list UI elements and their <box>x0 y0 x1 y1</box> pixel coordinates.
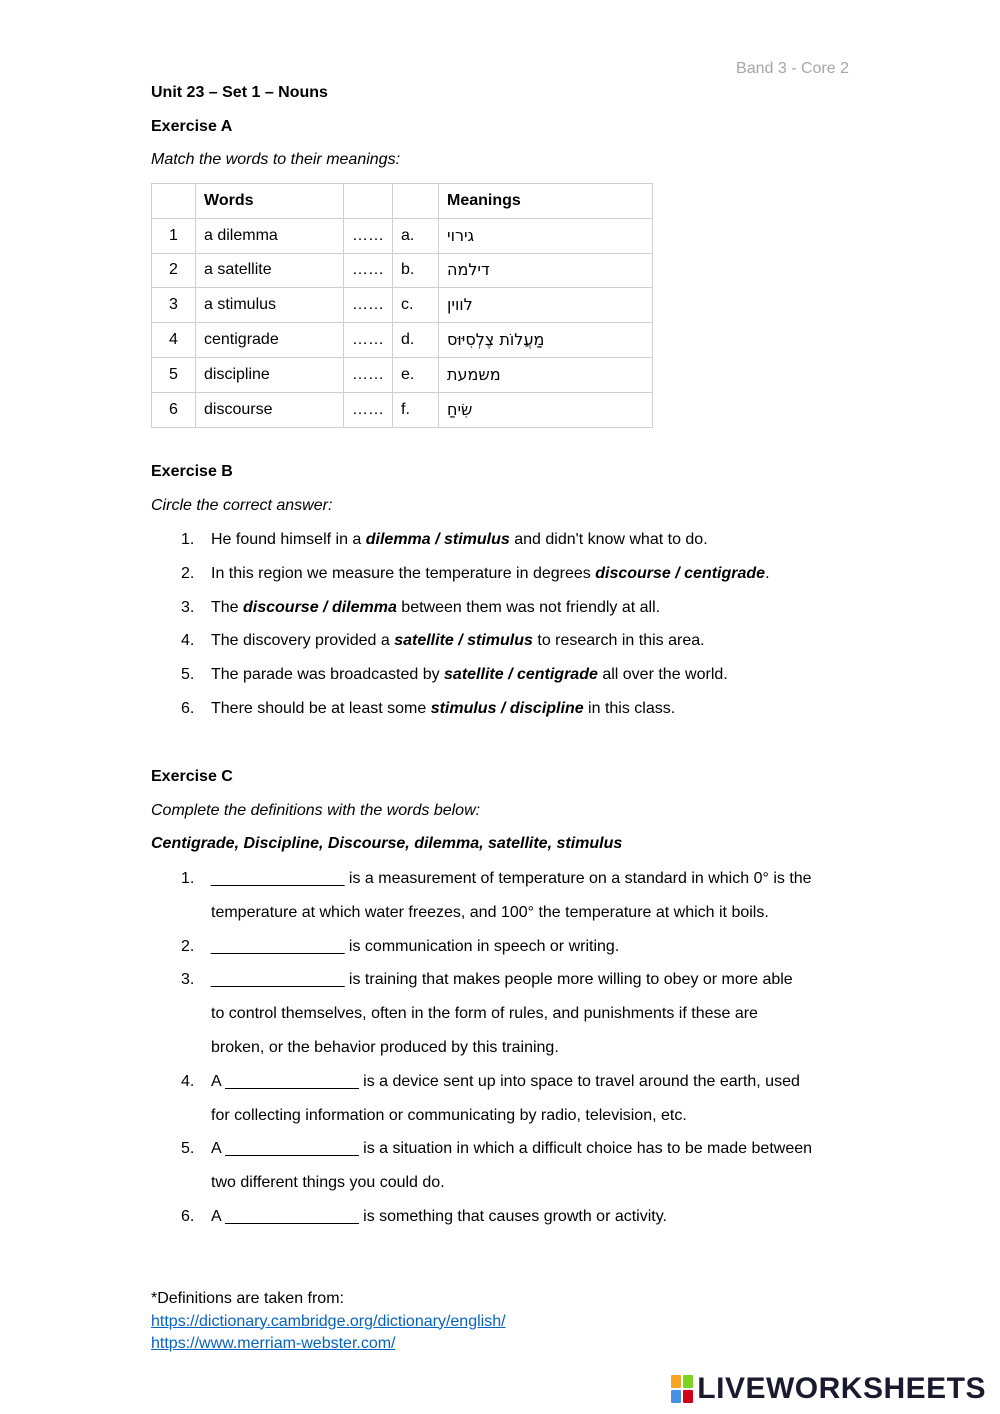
row-word: centigrade <box>196 323 344 358</box>
list-item <box>151 963 871 1064</box>
hebrew-meaning: דילמה <box>447 260 490 280</box>
exercise-c-list <box>151 862 871 1234</box>
row-letter: c. <box>393 288 439 323</box>
row-word: discourse <box>196 392 344 427</box>
row-meaning <box>439 218 653 253</box>
definition-line: for collecting information or communicating by radio, television, etc. <box>211 1106 687 1124</box>
list-item <box>151 1132 871 1200</box>
list-item <box>151 692 871 726</box>
list-item <box>151 930 871 964</box>
logo-mark-icon <box>671 1375 693 1403</box>
word-bank: Centigrade, Discipline, Discourse, dilemma, satellite, stimulus <box>151 835 623 852</box>
exercise-b-list <box>151 523 871 726</box>
cambridge-link[interactable]: https://dictionary.cambridge.org/dictionary/english/ <box>151 1312 506 1330</box>
exercise-a-heading: Exercise A <box>151 118 233 135</box>
answer-choice[interactable]: discourse / centigrade <box>595 564 766 582</box>
answer-choice[interactable]: satellite / stimulus <box>394 632 533 650</box>
sentence-start: There should be at least some <box>211 699 431 717</box>
list-item <box>151 1065 871 1133</box>
sentence-start: The parade was broadcasted by <box>211 666 445 684</box>
page-title: Unit 23 – Set 1 – Nouns <box>151 84 328 101</box>
row-letter: f. <box>393 392 439 427</box>
row-number: 1 <box>152 218 196 253</box>
item-number: 1. <box>181 870 195 887</box>
header-words: Words <box>196 184 344 219</box>
row-letter: e. <box>393 357 439 392</box>
table-row <box>152 253 653 288</box>
exercise-c-instruction: Complete the definitions with the words below: <box>151 802 481 819</box>
sentence-start: The <box>211 598 244 616</box>
row-number: 3 <box>152 288 196 323</box>
header-cell-empty <box>344 184 393 219</box>
row-meaning <box>439 288 653 323</box>
row-answer-blank[interactable]: …… <box>344 392 393 427</box>
row-answer-blank[interactable]: …… <box>344 218 393 253</box>
hebrew-meaning: שִׂיחַ <box>447 399 473 419</box>
item-number: 2. <box>181 937 195 955</box>
row-answer-blank[interactable]: …… <box>344 253 393 288</box>
sentence-end: . <box>765 564 770 582</box>
definition-line: broken, or the behavior produced by this training. <box>211 1038 559 1056</box>
merriam-webster-link[interactable]: https://www.merriam-webster.com/ <box>151 1335 396 1352</box>
item-number: 5. <box>181 1140 195 1158</box>
definition-line: A _______________ is a device sent up into space to travel around the earth, used <box>211 1072 800 1090</box>
list-item <box>151 1200 871 1234</box>
definition-line: A _______________ is something that causes growth or activity. <box>211 1207 667 1225</box>
liveworksheets-logo <box>671 1372 986 1406</box>
definition-line: two different things you could do. <box>211 1174 445 1192</box>
list-item <box>151 557 871 591</box>
item-number: 6. <box>181 699 195 717</box>
row-number: 4 <box>152 323 196 358</box>
exercise-b-instruction: Circle the correct answer: <box>151 497 333 514</box>
sentence-end: all over the world. <box>597 666 728 684</box>
sentence-end: to research in this area. <box>532 632 705 650</box>
row-word: a dilemma <box>196 218 344 253</box>
sentence-start: In this region we measure the temperature in degrees <box>211 564 596 582</box>
row-number: 5 <box>152 357 196 392</box>
list-item <box>151 658 871 692</box>
table-row <box>152 357 653 392</box>
item-number: 6. <box>181 1207 195 1225</box>
sentence-start: He found himself in a <box>211 531 366 548</box>
definition-line: to control themselves, often in the form of rules, and punishments if these are <box>211 1005 758 1023</box>
row-answer-blank[interactable]: …… <box>344 357 393 392</box>
row-letter: a. <box>393 218 439 253</box>
item-number: 3. <box>181 971 195 989</box>
table-row <box>152 323 653 358</box>
definition-line: _______________ is training that makes people more willing to obey or more able <box>211 971 793 989</box>
table-row <box>152 288 653 323</box>
answer-choice[interactable]: satellite / centigrade <box>444 666 598 684</box>
table-row <box>152 392 653 427</box>
list-item <box>151 591 871 625</box>
hebrew-meaning: מַעֲלוֹת צֶלְסִיּוּס <box>447 330 545 350</box>
item-number: 4. <box>181 1072 195 1090</box>
hebrew-meaning: גירוי <box>447 225 475 245</box>
logo-text: LIVEWORKSHEETS <box>697 1372 986 1405</box>
definition-line: _______________ is communication in speech or writing. <box>211 937 620 955</box>
row-letter: b. <box>393 253 439 288</box>
row-word: discipline <box>196 357 344 392</box>
row-answer-blank[interactable]: …… <box>344 288 393 323</box>
exercise-b-heading: Exercise B <box>151 463 233 480</box>
band-label: Band 3 - Core 2 <box>736 60 849 77</box>
row-meaning <box>439 253 653 288</box>
header-cell-empty <box>152 184 196 219</box>
list-item <box>151 523 871 557</box>
row-word: a stimulus <box>196 288 344 323</box>
header-meanings: Meanings <box>439 184 653 219</box>
row-word: a satellite <box>196 253 344 288</box>
row-number: 6 <box>152 392 196 427</box>
header-cell-empty <box>393 184 439 219</box>
answer-choice[interactable]: dilemma / stimulus <box>365 531 510 548</box>
matching-table <box>151 183 653 428</box>
exercise-c-heading: Exercise C <box>151 768 233 785</box>
answer-choice[interactable]: stimulus / discipline <box>430 699 584 717</box>
row-meaning <box>439 357 653 392</box>
definition-line: temperature at which water freezes, and 100° the temperature at which it boils. <box>211 903 769 921</box>
hebrew-meaning: משמעת <box>447 364 501 384</box>
table-header-row <box>152 184 653 219</box>
list-item <box>151 862 871 930</box>
list-item <box>151 624 871 658</box>
exercise-a-instruction: Match the words to their meanings: <box>151 151 401 168</box>
footer-sources <box>151 1288 506 1356</box>
sentence-end: in this class. <box>583 699 676 717</box>
row-meaning <box>439 323 653 358</box>
definition-line: _______________ is a measurement of temperature on a standard in which 0° is the <box>211 870 812 887</box>
row-number: 2 <box>152 253 196 288</box>
item-number: 3. <box>181 598 195 616</box>
answer-choice[interactable]: discourse / dilemma <box>243 598 397 616</box>
hebrew-meaning: לווין <box>447 295 473 315</box>
table-row <box>152 218 653 253</box>
item-number: 1. <box>181 531 195 548</box>
sentence-end: between them was not friendly at all. <box>396 598 661 616</box>
row-letter: d. <box>393 323 439 358</box>
footer-note: *Definitions are taken from: <box>151 1290 344 1307</box>
sentence-start: The discovery provided a <box>211 632 395 650</box>
row-meaning <box>439 392 653 427</box>
row-answer-blank[interactable]: …… <box>344 323 393 358</box>
definition-line: A _______________ is a situation in which a difficult choice has to be made between <box>211 1140 813 1158</box>
item-number: 5. <box>181 666 195 684</box>
item-number: 4. <box>181 632 195 650</box>
item-number: 2. <box>181 564 195 582</box>
sentence-end: and didn't know what to do. <box>509 531 708 548</box>
